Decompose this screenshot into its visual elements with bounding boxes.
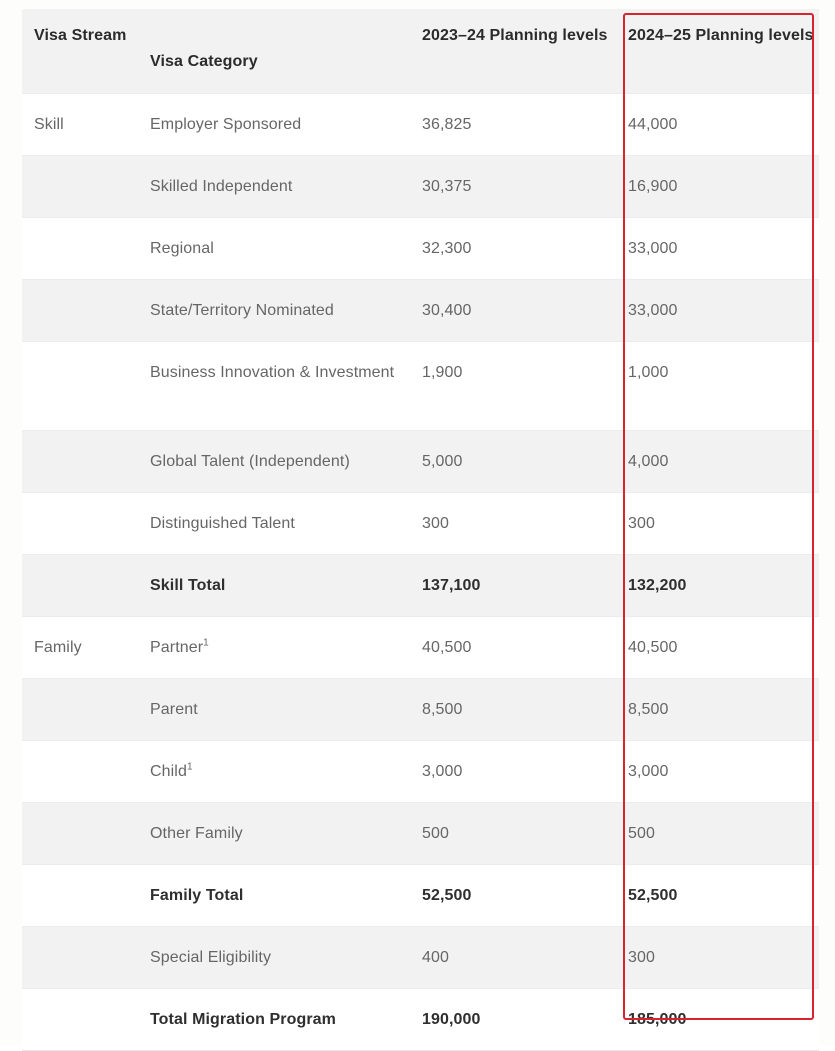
table-row [22,155,819,217]
cell-visa-category [150,635,400,661]
cell-visa-category [150,112,400,138]
category-label: Regional [150,240,214,257]
table-row [22,678,819,740]
table-row [22,279,819,341]
cell-visa-category [150,945,400,971]
category-label: Child [150,763,187,780]
table-row [22,616,819,678]
cell-2024-25: 40,500 [628,639,678,656]
cell-visa-category [150,449,400,475]
category-label: Family Total [150,887,244,904]
header-2024-25: 2024–25 Planning levels [628,27,814,44]
cell-visa-category [150,573,400,599]
cell-visa-stream: Skill [34,116,64,133]
cell-visa-category [150,511,400,537]
cell-visa-category [150,821,400,847]
cell-2024-25: 52,500 [628,887,678,904]
cell-2023-24: 32,300 [422,240,472,257]
table-row [22,341,819,430]
cell-visa-stream: Family [34,639,82,656]
cell-2023-24: 36,825 [422,116,472,133]
category-label: Parent [150,701,198,718]
cell-2023-24: 137,100 [422,577,481,594]
table-row [22,926,819,988]
cell-2023-24: 1,900 [422,364,463,381]
cell-2024-25: 33,000 [628,240,678,257]
cell-2023-24: 8,500 [422,701,463,718]
table-row [22,802,819,864]
cell-visa-category [150,298,400,324]
category-label: Skilled Independent [150,178,293,195]
planning-levels-table [22,9,819,1051]
cell-2023-24: 500 [422,825,449,842]
cell-2023-24: 52,500 [422,887,472,904]
cell-2024-25: 44,000 [628,116,678,133]
cell-2023-24: 5,000 [422,453,463,470]
cell-2024-25: 300 [628,515,655,532]
cell-visa-category [150,883,400,909]
category-label: State/Territory Nominated [150,302,334,319]
table-row [22,93,819,155]
table-header-row [22,9,819,93]
table-row [22,217,819,279]
table-row [22,430,819,492]
cell-2023-24: 400 [422,949,449,966]
cell-2024-25: 132,200 [628,577,687,594]
cell-2024-25: 1,000 [628,364,669,381]
cell-2024-25: 500 [628,825,655,842]
table-total-row [22,864,819,926]
table-total-row [22,988,819,1050]
cell-2023-24: 30,400 [422,302,472,319]
cell-2023-24: 300 [422,515,449,532]
category-label: Other Family [150,825,243,842]
cell-2024-25: 16,900 [628,178,678,195]
header-visa-category: Visa Category [150,53,258,70]
cell-visa-category [150,697,400,723]
cell-visa-category [150,360,400,386]
cell-2024-25: 3,000 [628,763,669,780]
table-body [22,93,819,1050]
category-label: Distinguished Talent [150,515,295,532]
footnote-marker: 1 [186,761,193,773]
category-label: Total Migration Program [150,1011,337,1028]
category-label: Business Innovation & Investment [150,364,395,381]
table-total-row [22,554,819,616]
cell-2024-25: 33,000 [628,302,678,319]
table-row [22,492,819,554]
footnote-marker: 1 [203,637,209,649]
category-label: Skill Total [150,577,226,594]
cell-2024-25: 300 [628,949,655,966]
cell-2024-25: 8,500 [628,701,669,718]
cell-2023-24: 40,500 [422,639,472,656]
cell-visa-category [150,1007,400,1033]
cell-visa-category [150,759,400,785]
header-visa-stream: Visa Stream [34,27,127,44]
cell-2024-25: 4,000 [628,453,669,470]
category-label: Employer Sponsored [150,116,302,133]
category-label: Special Eligibility [150,949,272,966]
category-label: Partner [150,639,204,656]
header-2023-24: 2023–24 Planning levels [422,27,608,44]
cell-2024-25: 185,000 [628,1011,687,1028]
cell-visa-category [150,236,400,262]
cell-2023-24: 30,375 [422,178,472,195]
category-label: Global Talent (Independent) [150,453,350,470]
table-row [22,740,819,802]
cell-2023-24: 3,000 [422,763,463,780]
cell-visa-category [150,174,400,200]
cell-2023-24: 190,000 [422,1011,481,1028]
